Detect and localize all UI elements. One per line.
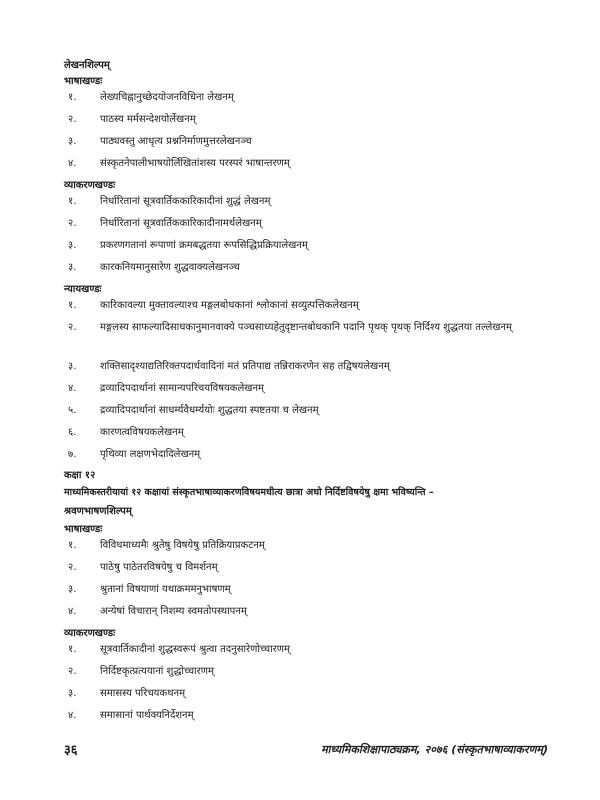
item-text: द्रव्यादिपदार्थानां सामान्यपरिचयविषयकलेखनम् (100, 383, 264, 394)
item-text: श्रुतानां विषयाणां यथाक्रममनुभाषणम् (100, 584, 231, 595)
item-number: ३. (68, 136, 77, 147)
item-number: ४. (68, 383, 77, 394)
item-text: द्रव्यादिपदार्थानां साधर्म्यवैधर्म्ययोः शुद्धतया स्पष्टतया च लेखनम् (100, 405, 319, 416)
subheading-nyaya: न्यायखण्डः (64, 284, 102, 295)
item-number: ४. (68, 710, 77, 721)
item-number: २. (68, 218, 77, 229)
item-number: ४. (68, 158, 77, 169)
subheading-bhasha: भाषाखण्डः (64, 76, 103, 87)
item-text: पृथिव्या लक्षणभेदादिलेखनम् (100, 449, 201, 460)
item-number: ५. (68, 405, 77, 416)
item-text: निर्दिष्टकृत्प्रत्ययानां शुद्धोच्चारणम् (100, 666, 214, 677)
item-text: कारकनियमानुसारेण शुद्धवाक्यलेखनञ्च (100, 262, 240, 273)
subheading-vyakaran: व्याकरणखण्डः (64, 180, 116, 191)
heading-shravan-bhashan: श्रवणभाषणशिल्पम् (64, 506, 132, 517)
item-text: निर्धारितानां सूत्रवार्तिककारिकादीनामर्थलेखनम् (100, 218, 262, 229)
item-text: पाठस्य मर्मसन्देशयोर्लेखनम् (100, 114, 196, 125)
item-number: २. (68, 114, 77, 125)
item-text: निर्धारितानां सूत्रवार्तिककारिकादीनां शुद्धं लेखनम् (100, 196, 271, 207)
item-number: २. (68, 562, 77, 573)
item-number: १. (68, 644, 77, 655)
item-number: ३. (68, 361, 77, 372)
item-text: विविधमाध्यमैः श्रुतेषु विषयेषु प्रतिक्रियाप्रकटनम् (100, 540, 265, 551)
item-text: मङ्गलस्य साफल्यादिसाधकानुमानवाक्ये पञ्चसाध्यहेतुदृष्टान्तबोधकानि पदानि पृथक् पृथक् निर्दिश्य शुद्धतया तल्लेखनम् (100, 322, 512, 333)
item-text: संस्कृतनेपालीभाषयोर्लिखितांशस्य परस्परं भाषान्तरणम् (100, 158, 290, 169)
subheading-vyakaran-2: व्याकरणखण्डः (64, 628, 116, 639)
item-text: प्रकरणगतानां रूपाणां क्रमबद्धतया रूपसिद्धिप्रक्रियालेखनम् (100, 240, 308, 251)
page-number: ३६ (64, 743, 78, 758)
list-item (64, 319, 544, 336)
item-text: पाठ्यवस्तु आधृत्य प्रश्ननिर्माणमुत्तरलेखनञ्च (100, 136, 252, 147)
item-number: ७. (68, 449, 77, 460)
item-number: १. (68, 196, 77, 207)
item-number: ३. (68, 240, 77, 251)
footer-title: माध्यमिकशिक्षापाठ्यक्रम, २०७६ (संस्कृतभाषाव्याकरणम्) (321, 743, 548, 756)
item-number: ६. (68, 427, 77, 438)
item-number: ३. (68, 688, 77, 699)
heading-lekhan-shilpam: लेखनशिल्पम् (64, 60, 110, 71)
item-number: २. (68, 322, 77, 333)
item-number: ३. (68, 262, 77, 273)
item-text: समासानां पार्थक्यनिर्देशनम् (100, 710, 194, 721)
item-number: १. (68, 540, 77, 551)
item-text: पाठेषु पाठेतरविषयेषु च विमर्शनम् (100, 562, 218, 573)
item-text: अन्येषां विचारान् निशम्य स्वमतोपस्थापनम् (100, 606, 247, 617)
item-text: कारिकावल्या मुक्तावल्याश्च मङ्गलबोधकानां श्लोकानां सव्युत्पत्तिकलेखनम् (100, 300, 359, 311)
item-text: लेख्यचिह्नानुच्छेदयोजनविधिना लेखनम् (100, 92, 234, 103)
subheading-bhasha-2: भाषाखण्डः (64, 524, 103, 535)
item-number: ४. (68, 606, 77, 617)
item-number: १. (68, 300, 77, 311)
heading-class-12: कक्षा १२ (64, 470, 96, 481)
item-number: ३. (68, 584, 77, 595)
item-text: सूत्रवार्तिकादीनां शुद्धस्वरूपं श्रुत्वा तदनुसारेणोच्चारणम् (100, 644, 290, 655)
item-text: समासस्य परिचयकथनम् (100, 688, 186, 699)
item-text: कारणत्वविषयकलेखनम् (100, 427, 184, 438)
item-number: २. (68, 666, 77, 677)
item-number: १. (68, 92, 77, 103)
heading-class-12-intro: माध्यमिकस्तरीयायां १२ कक्षायां संस्कृतभाषाव्याकरणविषयमधीत्य छात्रा अधो निर्दिष्टविषयेषु क्षमा भविष्यन्ति – (64, 487, 434, 498)
item-text: शक्तिसादृश्याद्यतिरिक्तपदार्थवादिनां मतं प्रतिपाद्य तन्निराकरणेन सह तद्विषयलेखनम् (100, 361, 390, 372)
